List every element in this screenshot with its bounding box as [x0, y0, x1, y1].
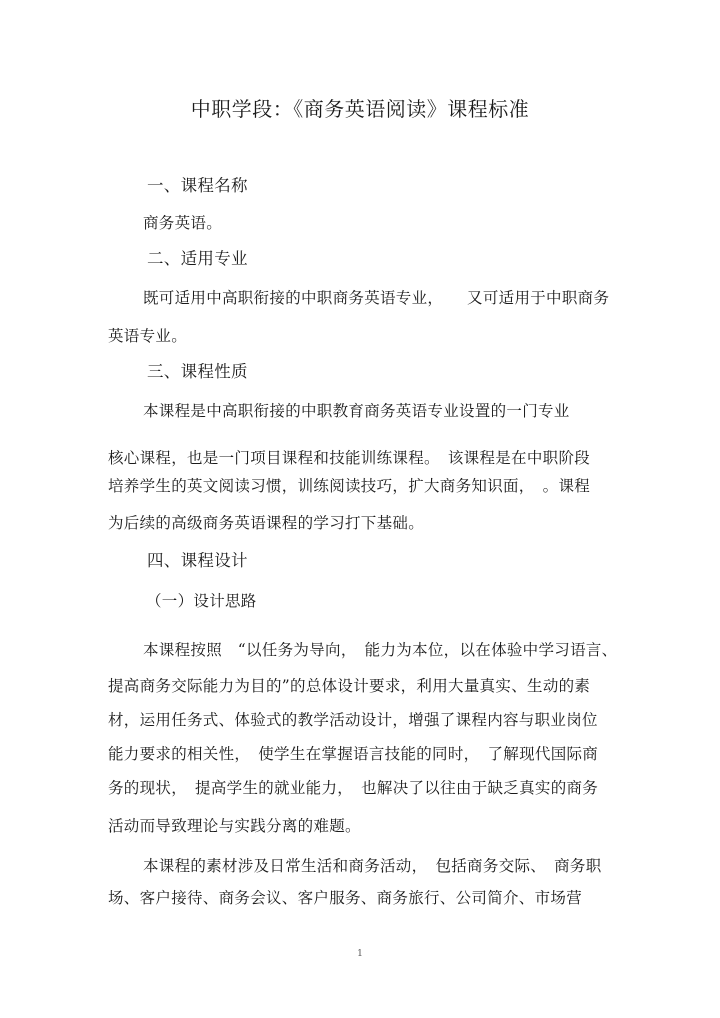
- section-heading-applicable-major: 二、适用专业: [147, 249, 248, 268]
- paragraph-line: 培养学生的英文阅读习惯，训练阅读技巧，扩大商务知识面， 。课程: [108, 477, 591, 495]
- course-name-text: 商务英语。: [143, 214, 223, 232]
- paragraph-line: 本课程按照 “以任务为导向， 能力为本位，以在体验中学习语言、: [143, 641, 618, 659]
- paragraph-line: 场、客户接待、商务会议、客户服务、商务旅行、公司简介、市场营: [108, 889, 583, 907]
- paragraph-line: 本课程的素材涉及日常生活和商务活动， 包括商务交际、 商务职: [143, 857, 602, 875]
- page-number: 1: [357, 949, 363, 959]
- section-heading-course-nature: 三、课程性质: [147, 362, 248, 381]
- paragraph-line: 务的现状， 提高学生的就业能力， 也解决了以往由于缺乏真实的商务: [108, 779, 599, 797]
- paragraph-line: 核心课程，也是一门项目课程和技能训练课程。 该课程是在中职阶段: [108, 449, 591, 467]
- paragraph-line: 为后续的高级商务英语课程的学习打下基础。: [108, 514, 425, 532]
- paragraph-line: 提高商务交际能力为目的”的总体设计要求，利用大量真实、生动的素: [108, 677, 591, 695]
- paragraph-line: 英语专业。: [108, 327, 188, 345]
- paragraph-line: 本课程是中高职衔接的中职教育商务英语专业设置的一门专业: [143, 402, 570, 420]
- paragraph-line: 活动而导致理论与实践分离的难题。: [108, 817, 361, 835]
- paragraph-line: 能力要求的相关性， 使学生在掌握语言技能的同时， 了解现代国际商: [108, 745, 599, 763]
- section-heading-course-design: 四、课程设计: [147, 551, 248, 570]
- subsection-heading-design-idea: （一）设计思路: [146, 592, 257, 610]
- paragraph-line: 材，运用任务式、体验式的教学活动设计，增强了课程内容与职业岗位: [108, 711, 598, 729]
- paragraph-line: 既可适用中高职衔接的中职商务英语专业， 又可适用于中职商务: [143, 289, 610, 307]
- document-title: 中职学段：《商务英语阅读》课程标准: [190, 97, 530, 121]
- section-heading-course-name: 一、课程名称: [147, 176, 248, 195]
